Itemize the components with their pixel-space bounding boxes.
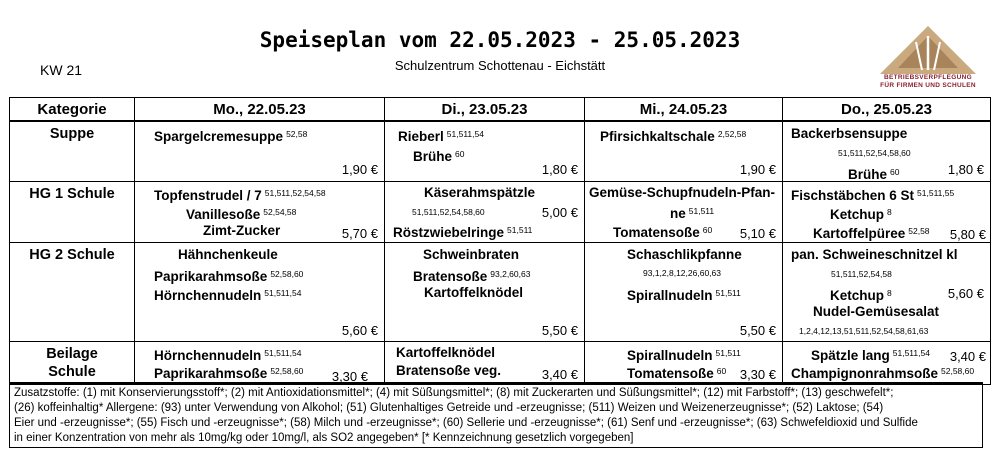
footnote-line: (26) koffeinhaltig* Allergene: (93) unter Verwendung von Alkohol; (51) Glutenhaltiges Getreide und -erzeugnisse; (511) Weizen und Weizenerzeugnisse*; (52) Laktose; (54)	[14, 402, 884, 414]
dish: Kartoffelknödel	[424, 284, 524, 300]
menu-cell	[385, 242, 585, 341]
dish: Pfirsichkaltschale $^{2,52,58}$	[600, 129, 747, 144]
menu-cell	[783, 242, 991, 341]
menu-cell	[585, 341, 783, 384]
column-header: Do., 25.05.23	[783, 98, 991, 122]
menu-cell	[135, 121, 385, 181]
column-header: Di., 23.05.23	[385, 98, 585, 122]
dish: Nudel-Gemüsesalat	[813, 303, 940, 319]
price: 1,90 €	[341, 161, 378, 177]
price: 3,40 €	[541, 366, 578, 382]
menu-cell	[135, 181, 385, 242]
dish: Spargelcremesuppe $^{52,58}$	[154, 129, 308, 144]
menu-cell	[783, 181, 991, 242]
table-header-row	[10, 98, 991, 122]
footnote-line: Zusatzstoffe: (1) mit Konservierungsstoff*; (2) mit Antioxidationsmittel*; (4) mit Süßungsmittel*; (8) mit Zuckerarten und Süßungsmittel*; (12) mit Farbstoff*; (13) geschwefelt*;	[14, 387, 894, 399]
price: 5,80 €	[949, 226, 986, 242]
category-label: HG 1 Schule	[10, 181, 135, 242]
price: 1,90 €	[739, 161, 776, 177]
table-row	[10, 242, 991, 341]
dish: Bratensoße veg.	[396, 362, 502, 378]
menu-cell	[783, 341, 991, 384]
category-label: HG 2 Schule	[10, 242, 135, 341]
price: 5,60 €	[341, 322, 378, 338]
menu-cell	[385, 341, 585, 384]
dish: Topfenstrudel / 7 $^{51,511,52,54,58}$	[154, 187, 326, 203]
dish: Spätzle lang $^{51,511,54}$	[811, 347, 930, 363]
price: 5,00 €	[541, 204, 578, 220]
menu-cell	[385, 181, 585, 242]
price: 3,30 €	[331, 368, 368, 384]
dish: Brühe $^{60}$	[413, 149, 465, 164]
price: 5,50 €	[541, 322, 578, 338]
dish: Rieberl $^{51,511,54}$	[398, 129, 484, 144]
menu-table	[9, 97, 991, 385]
dish: Paprikarahmsoße $^{52,58,60}$	[154, 365, 304, 381]
dish: Champignonrahmsoße $^{52,58,60}$	[791, 365, 975, 381]
price: 3,30 €	[739, 366, 776, 382]
menu-cell	[585, 242, 783, 341]
category-label	[10, 341, 135, 384]
column-header: Mi., 24.05.23	[585, 98, 783, 122]
dish: Gemüse-Schupfnudeln-Pfan-	[589, 184, 776, 200]
dish: Schweinbraten	[423, 246, 520, 262]
price: 5,10 €	[739, 225, 776, 241]
dish: Hörnchennudeln $^{51,511,54}$	[154, 347, 302, 363]
allergen-codes: 51,511,52,54,58	[831, 268, 892, 279]
price: 5,50 €	[739, 322, 776, 338]
logo-text	[872, 74, 984, 90]
table-row	[10, 121, 991, 181]
calendar-week: KW 21	[40, 62, 83, 78]
menu-cell	[135, 341, 385, 384]
dish: Kartoffelpüree $^{52,58}$	[813, 225, 930, 241]
dish: ne $^{51,511}$	[670, 205, 715, 221]
footnote-line: in einer Konzentration von mehr als 10mg/kg oder 10mg/l, als SO2 angegeben* [* Kennzeichnung gesetzlich vorgegeben]	[14, 432, 634, 444]
dish: Fischstäbchen 6 St $^{51,511,55}$	[791, 187, 955, 203]
table-row	[10, 181, 991, 242]
allergen-codes: 1,2,4,12,13,51,511,52,54,58,61,63	[799, 325, 929, 336]
dish: Röstzwiebelringe $^{51,511}$	[393, 224, 533, 240]
category-label: Suppe	[10, 121, 135, 181]
dish: Tomatensoße $^{60}$	[613, 224, 713, 240]
menu-cell	[585, 181, 783, 242]
dish: Bratensoße $^{93,2,60,63}$	[413, 268, 531, 284]
category-label-line: Schule	[48, 363, 96, 380]
allergen-codes: 51,511,52,54,58,60	[412, 206, 485, 217]
dish: Backerbsensuppe	[791, 126, 908, 141]
dish: Tomatensoße $^{60}$	[627, 365, 727, 381]
dish: Schaschlikpfanne	[627, 246, 742, 262]
dish: Käserahmspätzle	[424, 184, 536, 200]
menu-cell	[585, 121, 783, 181]
price: 5,70 €	[341, 225, 378, 241]
footnote-line: Eier und -erzeugnisse*; (55) Fisch und -erzeugnisse*; (58) Milch und -erzeugnisse*; (60) Sellerie und -erzeugnisse*; (61) Senf und -erzeugnisse*; (63) Schwefeldioxid und Sulfide	[14, 417, 918, 429]
logo-text-line-2: FÜR FIRMEN UND SCHULEN	[880, 82, 976, 89]
price: 5,60 €	[947, 285, 984, 301]
price: 1,80 €	[947, 161, 984, 177]
menu-cell	[135, 242, 385, 341]
dish: Zimt-Zucker	[203, 222, 281, 238]
dish: Brühe $^{60}$	[848, 167, 900, 182]
dish: Ketchup $^8$	[830, 287, 892, 303]
dish: pan. Schweineschnitzel kl	[791, 246, 958, 262]
price: 3,40 €	[949, 348, 986, 364]
menu-cell	[385, 121, 585, 181]
dish: Spirallnudeln $^{51,511}$	[627, 347, 741, 363]
dish: Vanillesoße $^{52,54,58}$	[186, 206, 297, 222]
column-header: Kategorie	[10, 98, 135, 122]
allergen-codes: 51,511,52,54,58,60	[838, 148, 911, 158]
dish: Spirallnudeln $^{51,511}$	[627, 287, 741, 303]
dish: Kartoffelknödel	[396, 344, 496, 360]
additives-footnote	[9, 382, 983, 448]
dish: Hähnchenkeule	[178, 246, 278, 262]
dish: Paprikarahmsoße $^{52,58,60}$	[154, 268, 304, 284]
column-header: Mo., 22.05.23	[135, 98, 385, 122]
dish: Ketchup $^8$	[830, 206, 892, 222]
page-subtitle: Schulzentrum Schottenau - Eichstätt	[394, 58, 606, 73]
allergen-codes: 93,1,2,8,12,26,60,63	[643, 267, 721, 278]
logo-text-line-1: BETRIEBSVERPFLEGUNG	[883, 74, 973, 81]
menu-cell	[783, 121, 991, 181]
price: 1,80 €	[541, 161, 578, 177]
dish: Hörnchennudeln $^{51,511,54}$	[154, 287, 302, 303]
table-row	[10, 341, 991, 384]
page-title: Speiseplan vom 22.05.2023 - 25.05.2023	[259, 28, 741, 52]
category-label-line: Beilage	[46, 345, 98, 362]
